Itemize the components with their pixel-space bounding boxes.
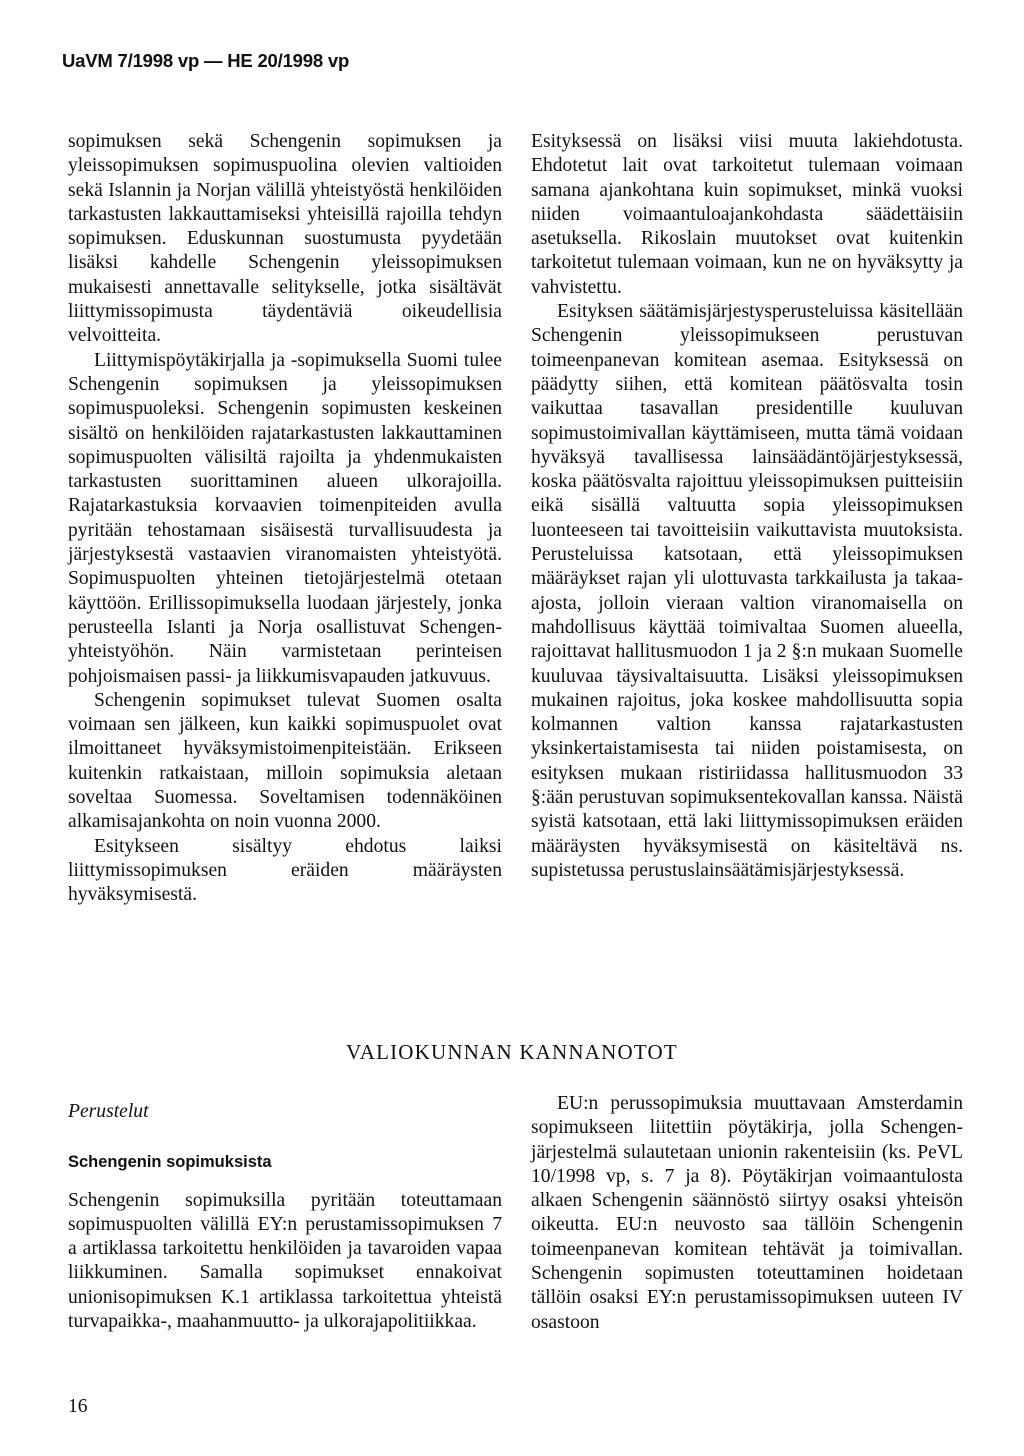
left-column-bottom <box>68 1092 502 1334</box>
right-column-bottom <box>531 1092 963 1335</box>
paragraph: sopimuksen sekä Schengenin sopimuksen ja yleissopimuksen sopimuspuolina olevien valtioiden sekä Islannin ja Norjan välillä yhteistyöstä henkilöiden tarkastusten lakkauttamiseksi yhteisillä rajoilla tehdyn sopimuksen. Eduskunnan suostumusta pyydetään lisäksi kahdelle Schengenin yleissopimuksen mukaisesti annettavalle selitykselle, jotka sisältävät liittymissopimusta täydentäviä oikeudellisia velvoitteita. <box>68 131 502 347</box>
paragraph: EU:n perussopimuksia muuttavaan Amsterdamin sopimukseen liitettiin pöytäkirja, jolla Schengen-järjestelmä sulautetaan unionin rakenteisiin (ks. PeVL 10/1998 vp, s. 7 ja 8). Pöytäkirjan voimaantulosta alkaen Schengenin säännöstö siirtyy osaksi yhteisön oikeutta. EU:n neuvosto saa tällöin Schengenin toimeenpanevan komitean tehtävät ja toimivallan. Schengenin sopimusten toteuttaminen hoidetaan tällöin osaksi EY:n perustamissopimuksen uuteen IV osastoon <box>531 1093 963 1333</box>
paragraph: Liittymispöytäkirjalla ja -sopimuksella Suomi tulee Schengenin sopimuksen ja yleissopimuksen sopimuspuoleksi. Schengenin sopimusten keskeinen sisältö on henkilöiden rajatarkastusten lakkauttaminen sopimuspuolten välisiltä rajoilta ja yhdenmukaisten tarkastusten suorittaminen alueen ulkorajoilla. Rajatarkastuksia korvaavien toimenpiteiden avulla pyritään tehostamaan sisäisestä turvallisuudesta ja järjestyksestä vastaavien viranomaisten yhteistyötä. Sopimuspuolten yhteinen tietojärjestelmä otetaan käyttöön. Erillissopimuksella luodaan järjestely, jonka perusteella Islanti ja Norja osallistuvat Schengen-yhteistyöhön. Näin varmistetaan perinteisen pohjoismaisen passi- ja liikkumisvapauden jatkuvuus. <box>68 349 502 687</box>
paragraph: Esityksessä on lisäksi viisi muuta lakiehdotusta. Ehdotetut lait ovat tarkoitetut tulemaan voimaan samana ajankohtana kuin sopimukset, minkä vuoksi niiden voimaantuloajankohdasta säädettäisiin asetuksella. Rikoslain muutokset ovat kuitenkin tarkoitetut tulemaan voimaan, kun ne on hyväksytty ja vahvistettu. <box>531 131 963 298</box>
paragraph: Esityksen säätämisjärjestysperusteluissa käsitellään Schengenin yleissopimukseen perustuvan toimeenpanevan komitean asemaa. Esityksessä on päädytty siihen, että komitean päätösvalta tosin vaikuttaa tasavallan presidentille kuuluvan sopimustoimivallan käyttämiseen, mutta tämä voidaan hyväksyä tavallisessa lainsäädäntöjärjestyksessä, koska päätösvalta rajoittuu yleissopimuksen puitteisiin eikä sisällä valtuutta sopia yleissopimuksen luonteeseen tai tavoitteisiin vaikuttavista muutoksista. Perusteluissa katsotaan, että yleissopimuksen määräykset rajan yli ulottuvasta tarkkailusta ja takaa-ajosta, jolloin vieraan valtion viranomaisella on mahdollisuus käyttää toimivaltaa Suomen alueella, rajoittavat hallitusmuodon 1 ja 2 §:n mukaan Suomelle kuuluvaa täysivaltaisuutta. Lisäksi yleissopimuksen mukainen rajoitus, joka koskee mahdollisuutta sopia kolmannen valtion kanssa rajatarkastusten yksinkertaistamisesta tai niiden poistamisesta, on esityksen mukaan ristiriidassa hallitusmuodon 33 §:ään perustuvan sopimuksentekovallan kanssa. Näistä syistä katsotaan, että laki liittymissopimuksen eräiden määräysten hyväksymisestä on käsiteltävä ns. supistetussa perustuslainsäätämisjärjestyksessä. <box>531 301 963 881</box>
right-column-top <box>531 130 963 883</box>
section-heading: VALIOKUNNAN KANNANOTOT <box>346 1040 678 1064</box>
page-number: 16 <box>68 1396 88 1417</box>
paragraph: Schengenin sopimuksilla pyritään toteuttamaan sopimuspuolten välillä EY:n perustamissopimuksen 7 a artiklassa tarkoitettu henkilöiden ja tavaroiden vapaa liikkuminen. Samalla sopimukset ennakoivat unionisopimuksen K.1 artiklassa tarkoitettua yhteistä turvapaikka-, maahanmuutto- ja ulkorajapolitiikkaa. <box>68 1189 502 1333</box>
paragraph: Schengenin sopimukset tulevat Suomen osalta voimaan sen jälkeen, kun kaikki sopimuspuolet ovat ilmoittaneet hyväksymistoimenpiteistään. Erikseen kuitenkin ratkaistaan, milloin sopimuksia aletaan soveltaa Suomessa. Soveltamisen todennäköinen alkamisajankohta on noin vuonna 2000. <box>68 689 502 833</box>
paragraph: Esitykseen sisältyy ehdotus laiksi liittymissopimuksen eräiden määräysten hyväksymisestä. <box>68 835 502 906</box>
running-head: UaVM 7/1998 vp — HE 20/1998 vp <box>62 50 350 71</box>
subsection-heading-bold: Schengenin sopimuksista <box>68 1153 272 1172</box>
left-column-top <box>68 130 502 908</box>
subsection-heading-italic: Perustelut <box>68 1101 149 1122</box>
